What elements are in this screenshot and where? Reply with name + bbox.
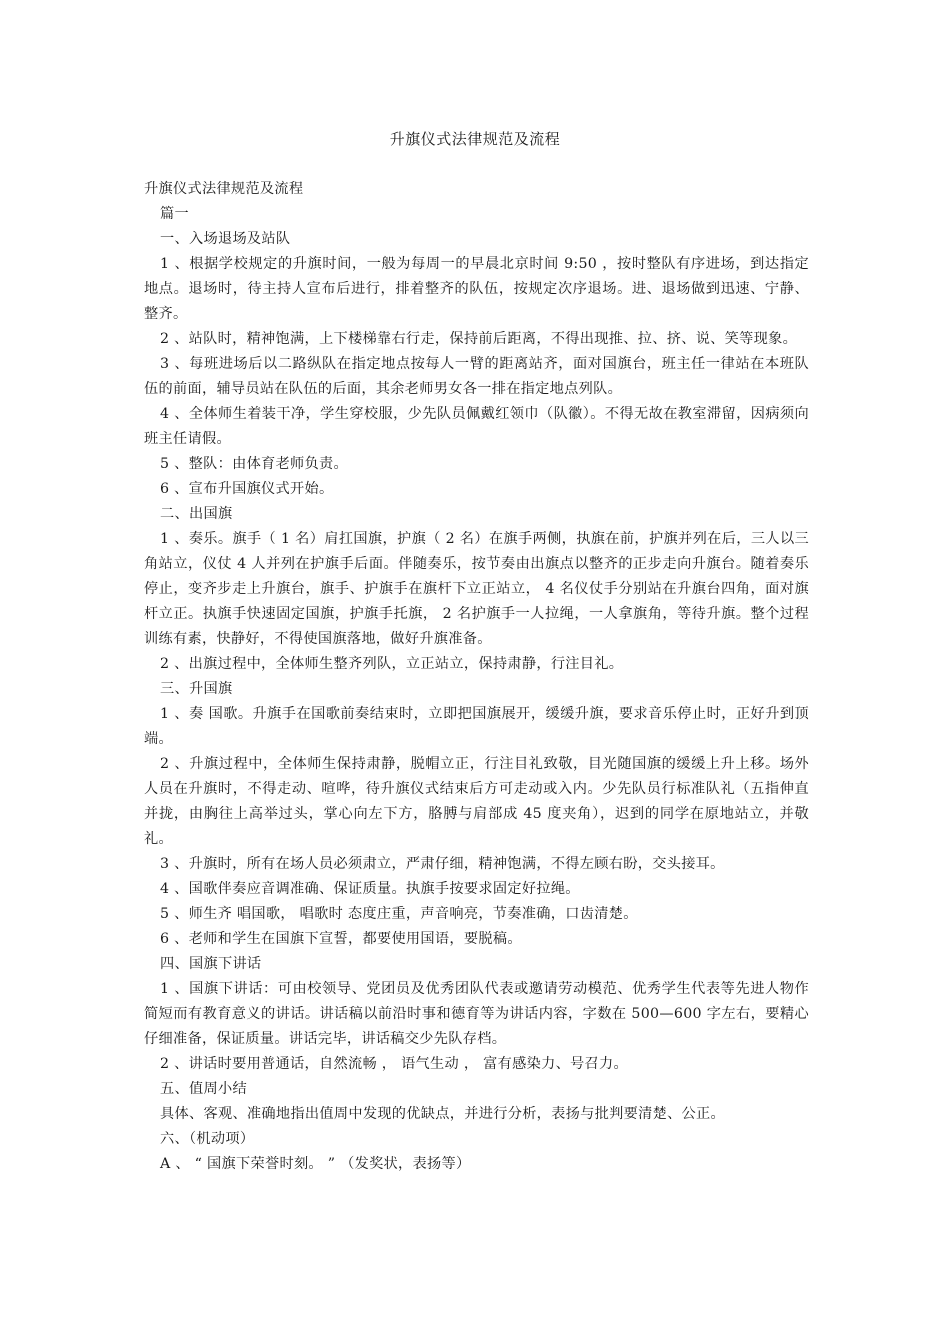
section-heading-5: 五、值周小结: [160, 1081, 247, 1097]
paragraph: A 、 “ 国旗下荣誉时刻。 ” （发奖状，表扬等）: [160, 1156, 471, 1172]
paragraph: 5 、师生齐 唱国歌， 唱歌时 态度庄重，声音响亮，节奏准确，口齿清楚。: [160, 906, 638, 922]
paragraph: 3 、升旗时，所有在场人员必须肃立，严肃仔细，精神饱满，不得左顾右盼，交头接耳。: [160, 856, 725, 872]
paragraph: 4 、全体师生着装干净，学生穿校服，少先队员佩戴红领巾（队徽）。不得无故在教室滞留，因病须向班主任请假。: [144, 406, 809, 447]
paragraph: 2 、站队时，精神饱满，上下楼梯靠右行走，保持前后距离，不得出现推、拉、挤、说、笑等现象。: [160, 331, 798, 347]
section-heading-2: 二、出国旗: [160, 506, 233, 522]
section-heading-1: 一、入场退场及站队: [160, 231, 291, 247]
paragraph: 3 、每班进场后以二路纵队在指定地点按每人一臂的距离站齐，面对国旗台，班主任一律站在本班队伍的前面，辅导员站在队伍的后面，其余老师男女各一排在指定地点列队。: [144, 356, 809, 397]
section-heading-3: 三、升国旗: [160, 681, 233, 697]
document-subtitle: 升旗仪式法律规范及流程: [144, 181, 304, 197]
paragraph: 6 、老师和学生在国旗下宣誓，都要使用国语，要脱稿。: [160, 931, 522, 947]
paragraph: 1 、奏 国歌。升旗手在国歌前奏结束时，立即把国旗展开，缓缓升旗，要求音乐停止时，正好升到顶端。: [144, 706, 809, 747]
paragraph: 具体、客观、准确地指出值周中发现的优缺点，并进行分析，表扬与批判要清楚、公正。: [160, 1106, 726, 1122]
section-heading-6: 六、（机动项）: [160, 1131, 255, 1147]
paragraph: 4 、国歌伴奏应音调准确、保证质量。执旗手按要求固定好拉绳。: [160, 881, 580, 897]
paragraph: 2 、升旗过程中，全体师生保持肃静，脱帽立正，行注目礼致敬，目光随国旗的缓缓上升上移。场外人员在升旗时，不得走动、喧哗，待升旗仪式结束后方可走动或入内。少先队员行标准队礼（五指伸直并拢，由胸往上高举过头，掌心向左下方，胳膊与肩部成 45 度夹角），迟到的同学在原地站立，并敬礼。: [144, 756, 809, 847]
part-label: 篇一: [160, 206, 189, 222]
paragraph: 1 、奏乐。旗手（ 1 名）肩扛国旗，护旗（ 2 名）在旗手两侧，执旗在前，护旗并列在后，三人以三角站立，仪仗 4 人并列在护旗手后面。伴随奏乐，按节奏由出旗点以整齐的正步走向升旗台。随着奏乐停止，变齐步走上升旗台，旗手、护旗手在旗杆下立正站立， 4 名仪仗手分别站在升旗台四角，面对旗杆立正。执旗手快速固定国旗，护旗手托旗， 2 名护旗手一人拉绳，一人拿旗角，等待升旗。整个过程训练有素，快静好，不得使国旗落地，做好升旗准备。: [144, 531, 809, 647]
paragraph: 1 、根据学校规定的升旗时间，一般为每周一的早晨北京时间 9:50 ，按时整队有序进场，到达指定地点。退场时，待主持人宣布后进行，排着整齐的队伍，按规定次序退场。进、退场做到迅速、宁静、整齐。: [144, 256, 809, 322]
document-title: 升旗仪式法律规范及流程: [389, 130, 561, 148]
section-heading-4: 四、国旗下讲话: [160, 956, 262, 972]
paragraph: 2 、讲话时要用普通话，自然流畅 ， 语气生动 ， 富有感染力、号召力。: [160, 1056, 629, 1072]
document-body: [144, 177, 809, 1177]
paragraph: 2 、出旗过程中，全体师生整齐列队，立正站立，保持肃静，行注目礼。: [160, 656, 624, 672]
paragraph: 5 、整队：由体育老师负责。: [160, 456, 348, 472]
paragraph: 1 、国旗下讲话：可由校领导、党团员及优秀团队代表或邀请劳动模范、优秀学生代表等先进人物作简短而有教育意义的讲话。讲话稿以前沿时事和德育等为讲话内容，字数在 500—600 字左右，要精心仔细准备，保证质量。讲话完毕，讲话稿交少先队存档。: [144, 981, 809, 1047]
paragraph: 6 、宣布升国旗仪式开始。: [160, 481, 334, 497]
